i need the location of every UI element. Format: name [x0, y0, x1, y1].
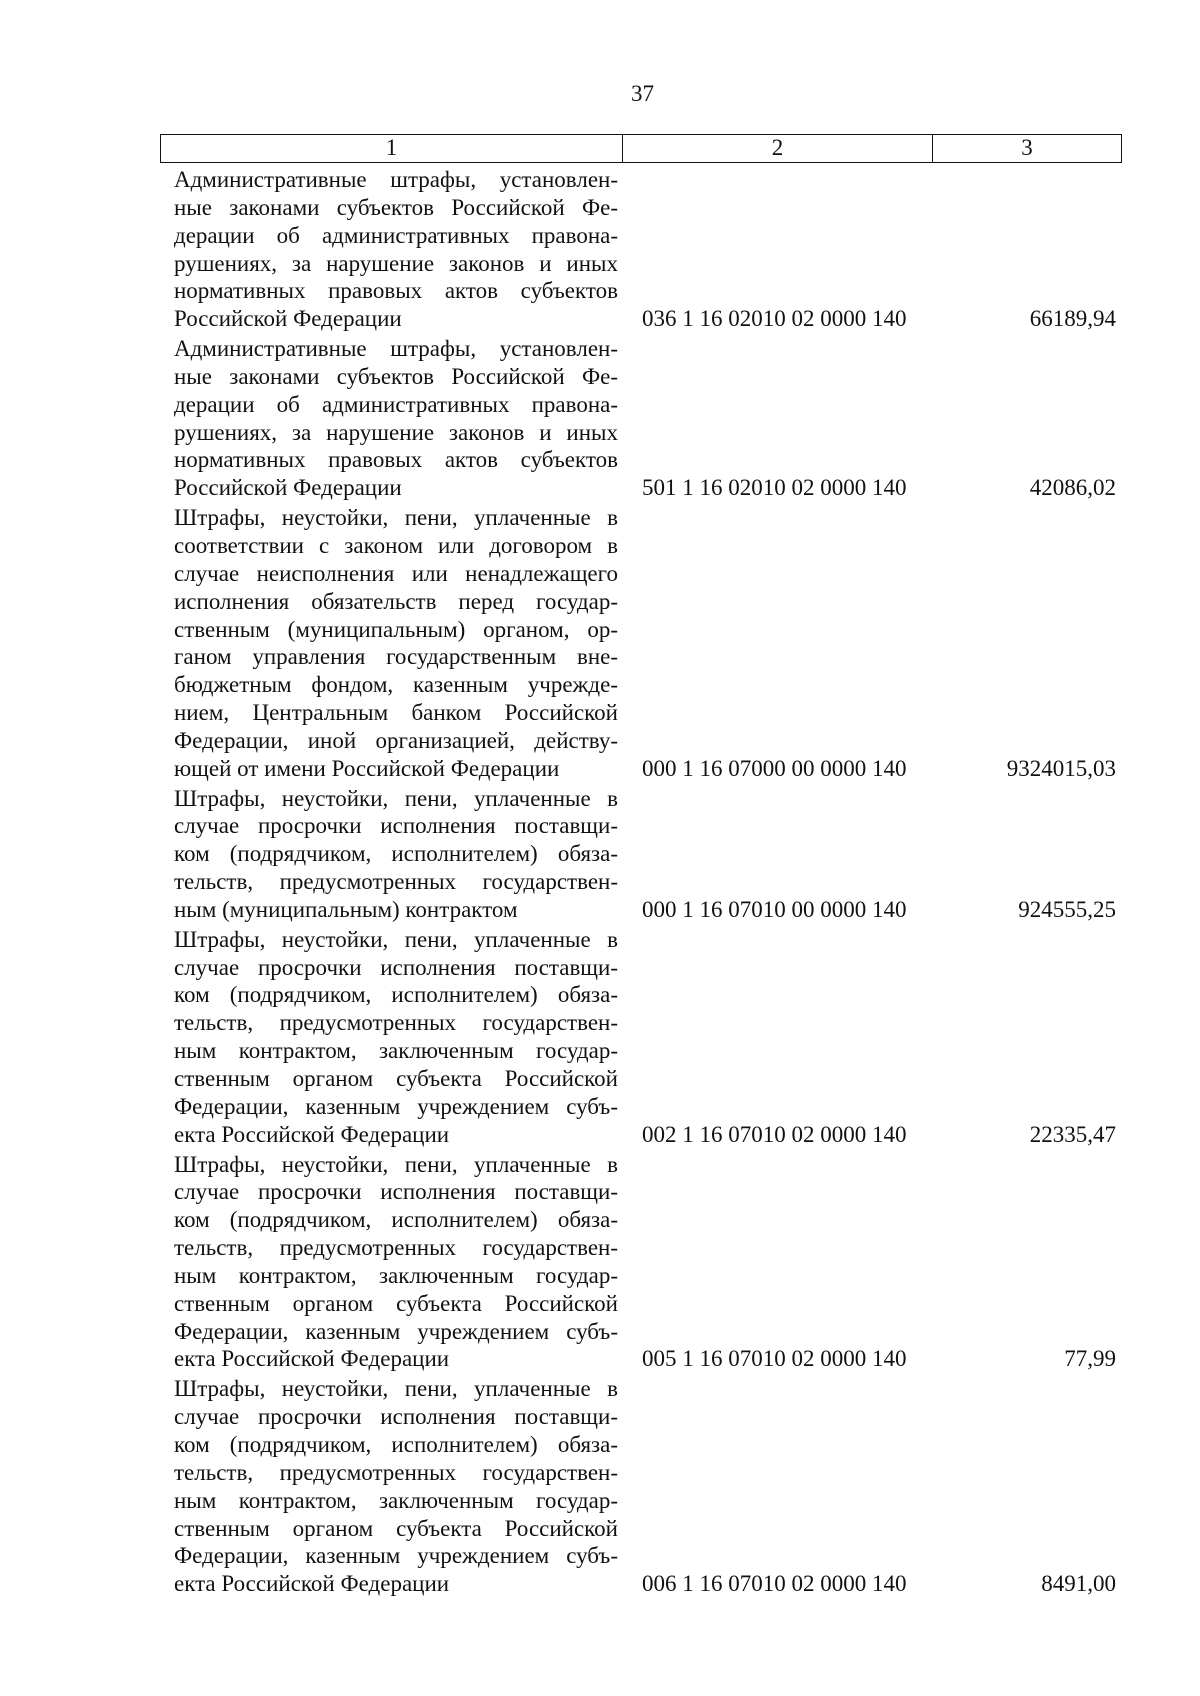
description-line: Федерации, иной организацией, действу- — [174, 727, 618, 753]
description-line: случае просрочки исполнения поставщи- — [174, 954, 618, 980]
description-line: случае просрочки исполнения поставщи- — [174, 1179, 618, 1205]
table-row — [174, 926, 1122, 1149]
description-line: ные законами субъектов Российской Фе- — [174, 363, 618, 389]
budget-classification-code: 005 1 16 07010 02 0000 140 — [642, 1346, 907, 1372]
column-header-2: 2 — [623, 135, 933, 162]
row-description — [174, 1151, 618, 1374]
table-body — [174, 166, 1122, 1600]
row-description — [174, 1375, 618, 1598]
description-line: нормативных правовых актов субъектов — [174, 278, 618, 304]
budget-classification-code: 501 1 16 02010 02 0000 140 — [642, 475, 907, 501]
amount-value: 66189,94 — [1029, 306, 1116, 332]
amount-value: 77,99 — [1064, 1346, 1116, 1372]
description-line: ственным органом субъекта Российской — [174, 1515, 618, 1541]
description-line: ственным (муниципальным) органом, ор- — [174, 616, 618, 642]
budget-classification-code: 036 1 16 02010 02 0000 140 — [642, 306, 907, 332]
row-description — [174, 785, 618, 924]
description-line: ным контрактом, заключенным государ- — [174, 1262, 618, 1288]
description-line: Федерации, казенным учреждением субъ- — [174, 1093, 618, 1119]
description-line: ные законами субъектов Российской Фе- — [174, 194, 618, 220]
budget-classification-code: 002 1 16 07010 02 0000 140 — [642, 1121, 907, 1147]
description-line: рушениях, за нарушение законов и иных — [174, 250, 618, 276]
description-line: ком (подрядчиком, исполнителем) обяза- — [174, 982, 618, 1008]
description-line: ственным органом субъекта Российской — [174, 1066, 618, 1091]
description-line: Штрафы, неустойки, пени, уплаченные в — [174, 1376, 618, 1402]
description-line: дерации об административных правона- — [174, 391, 618, 417]
description-line: Российской Федерации — [174, 475, 402, 501]
column-header-3: 3 — [1021, 135, 1033, 160]
budget-classification-code: 000 1 16 07000 00 0000 140 — [642, 755, 907, 781]
table-row — [174, 166, 1122, 333]
description-line: Российской Федерации — [174, 306, 402, 332]
description-line: Штрафы, неустойки, пени, уплаченные в — [174, 926, 618, 952]
page-number: 37 — [631, 81, 654, 106]
description-line: Федерации, казенным учреждением субъ- — [174, 1318, 618, 1344]
table-row — [174, 785, 1122, 924]
amount-value: 924555,25 — [1018, 896, 1116, 922]
description-line: ком (подрядчиком, исполнителем) обяза- — [174, 841, 618, 867]
budget-classification-code: 000 1 16 07010 00 0000 140 — [642, 896, 907, 922]
description-line: ным контрактом, заключенным государ- — [174, 1487, 618, 1513]
description-line: Штрафы, неустойки, пени, уплаченные в — [174, 505, 618, 531]
row-description — [174, 335, 618, 502]
description-line: ком (подрядчиком, исполнителем) обяза- — [174, 1431, 618, 1457]
row-description — [174, 166, 618, 333]
description-line: екта Российской Федерации — [174, 1571, 450, 1597]
row-description — [174, 504, 618, 782]
description-line: случае просрочки исполнения поставщи- — [174, 1404, 618, 1430]
description-line: тельств, предусмотренных государствен- — [174, 1235, 618, 1261]
table-row — [174, 1375, 1122, 1598]
amount-value: 9324015,03 — [1006, 755, 1116, 781]
description-line: тельств, предусмотренных государствен- — [174, 869, 618, 895]
description-line: нием, Центральным банком Российской — [174, 700, 618, 726]
description-line: исполнения обязательств перед государ- — [174, 588, 618, 614]
description-line: случае неисполнения или ненадлежащего — [174, 560, 618, 586]
description-line: екта Российской Федерации — [174, 1346, 450, 1372]
description-line: тельств, предусмотренных государствен- — [174, 1459, 618, 1485]
amount-value: 8491,00 — [1041, 1571, 1116, 1597]
description-line: бюджетным фондом, казенным учрежде- — [174, 672, 618, 698]
description-line: дерации об административных правона- — [174, 222, 618, 248]
table-row — [174, 1151, 1122, 1374]
description-line: Штрафы, неустойки, пени, уплаченные в — [174, 1151, 618, 1177]
description-line: случае просрочки исполнения поставщи- — [174, 813, 618, 839]
column-header-1: 1 — [161, 135, 623, 162]
description-line: ганом управления государственным вне- — [174, 644, 618, 670]
description-line: Федерации, казенным учреждением субъ- — [174, 1543, 618, 1569]
description-line: ющей от имени Российской Федерации — [174, 755, 560, 781]
table-header — [160, 134, 1122, 163]
description-line: екта Российской Федерации — [174, 1121, 450, 1147]
description-line: ным (муниципальным) контрактом — [174, 896, 518, 922]
amount-value: 22335,47 — [1029, 1121, 1116, 1147]
amount-value: 42086,02 — [1029, 475, 1116, 501]
description-line: Штрафы, неустойки, пени, уплаченные в — [174, 785, 618, 811]
description-line: ком (подрядчиком, исполнителем) обяза- — [174, 1207, 618, 1233]
description-line: ственным органом субъекта Российской — [174, 1290, 618, 1316]
description-line: соответствии с законом или договором в — [174, 532, 618, 558]
description-line: ным контрактом, заключенным государ- — [174, 1038, 618, 1064]
description-line: Административные штрафы, установлен- — [174, 336, 618, 362]
description-line: рушениях, за нарушение законов и иных — [174, 419, 618, 445]
description-line: Административные штрафы, установлен- — [174, 167, 618, 192]
budget-classification-code: 006 1 16 07010 02 0000 140 — [642, 1571, 907, 1597]
table-row — [174, 335, 1122, 502]
table-row — [174, 504, 1122, 782]
row-description — [174, 926, 618, 1149]
description-line: нормативных правовых актов субъектов — [174, 447, 618, 473]
description-line: тельств, предусмотренных государствен- — [174, 1010, 618, 1036]
